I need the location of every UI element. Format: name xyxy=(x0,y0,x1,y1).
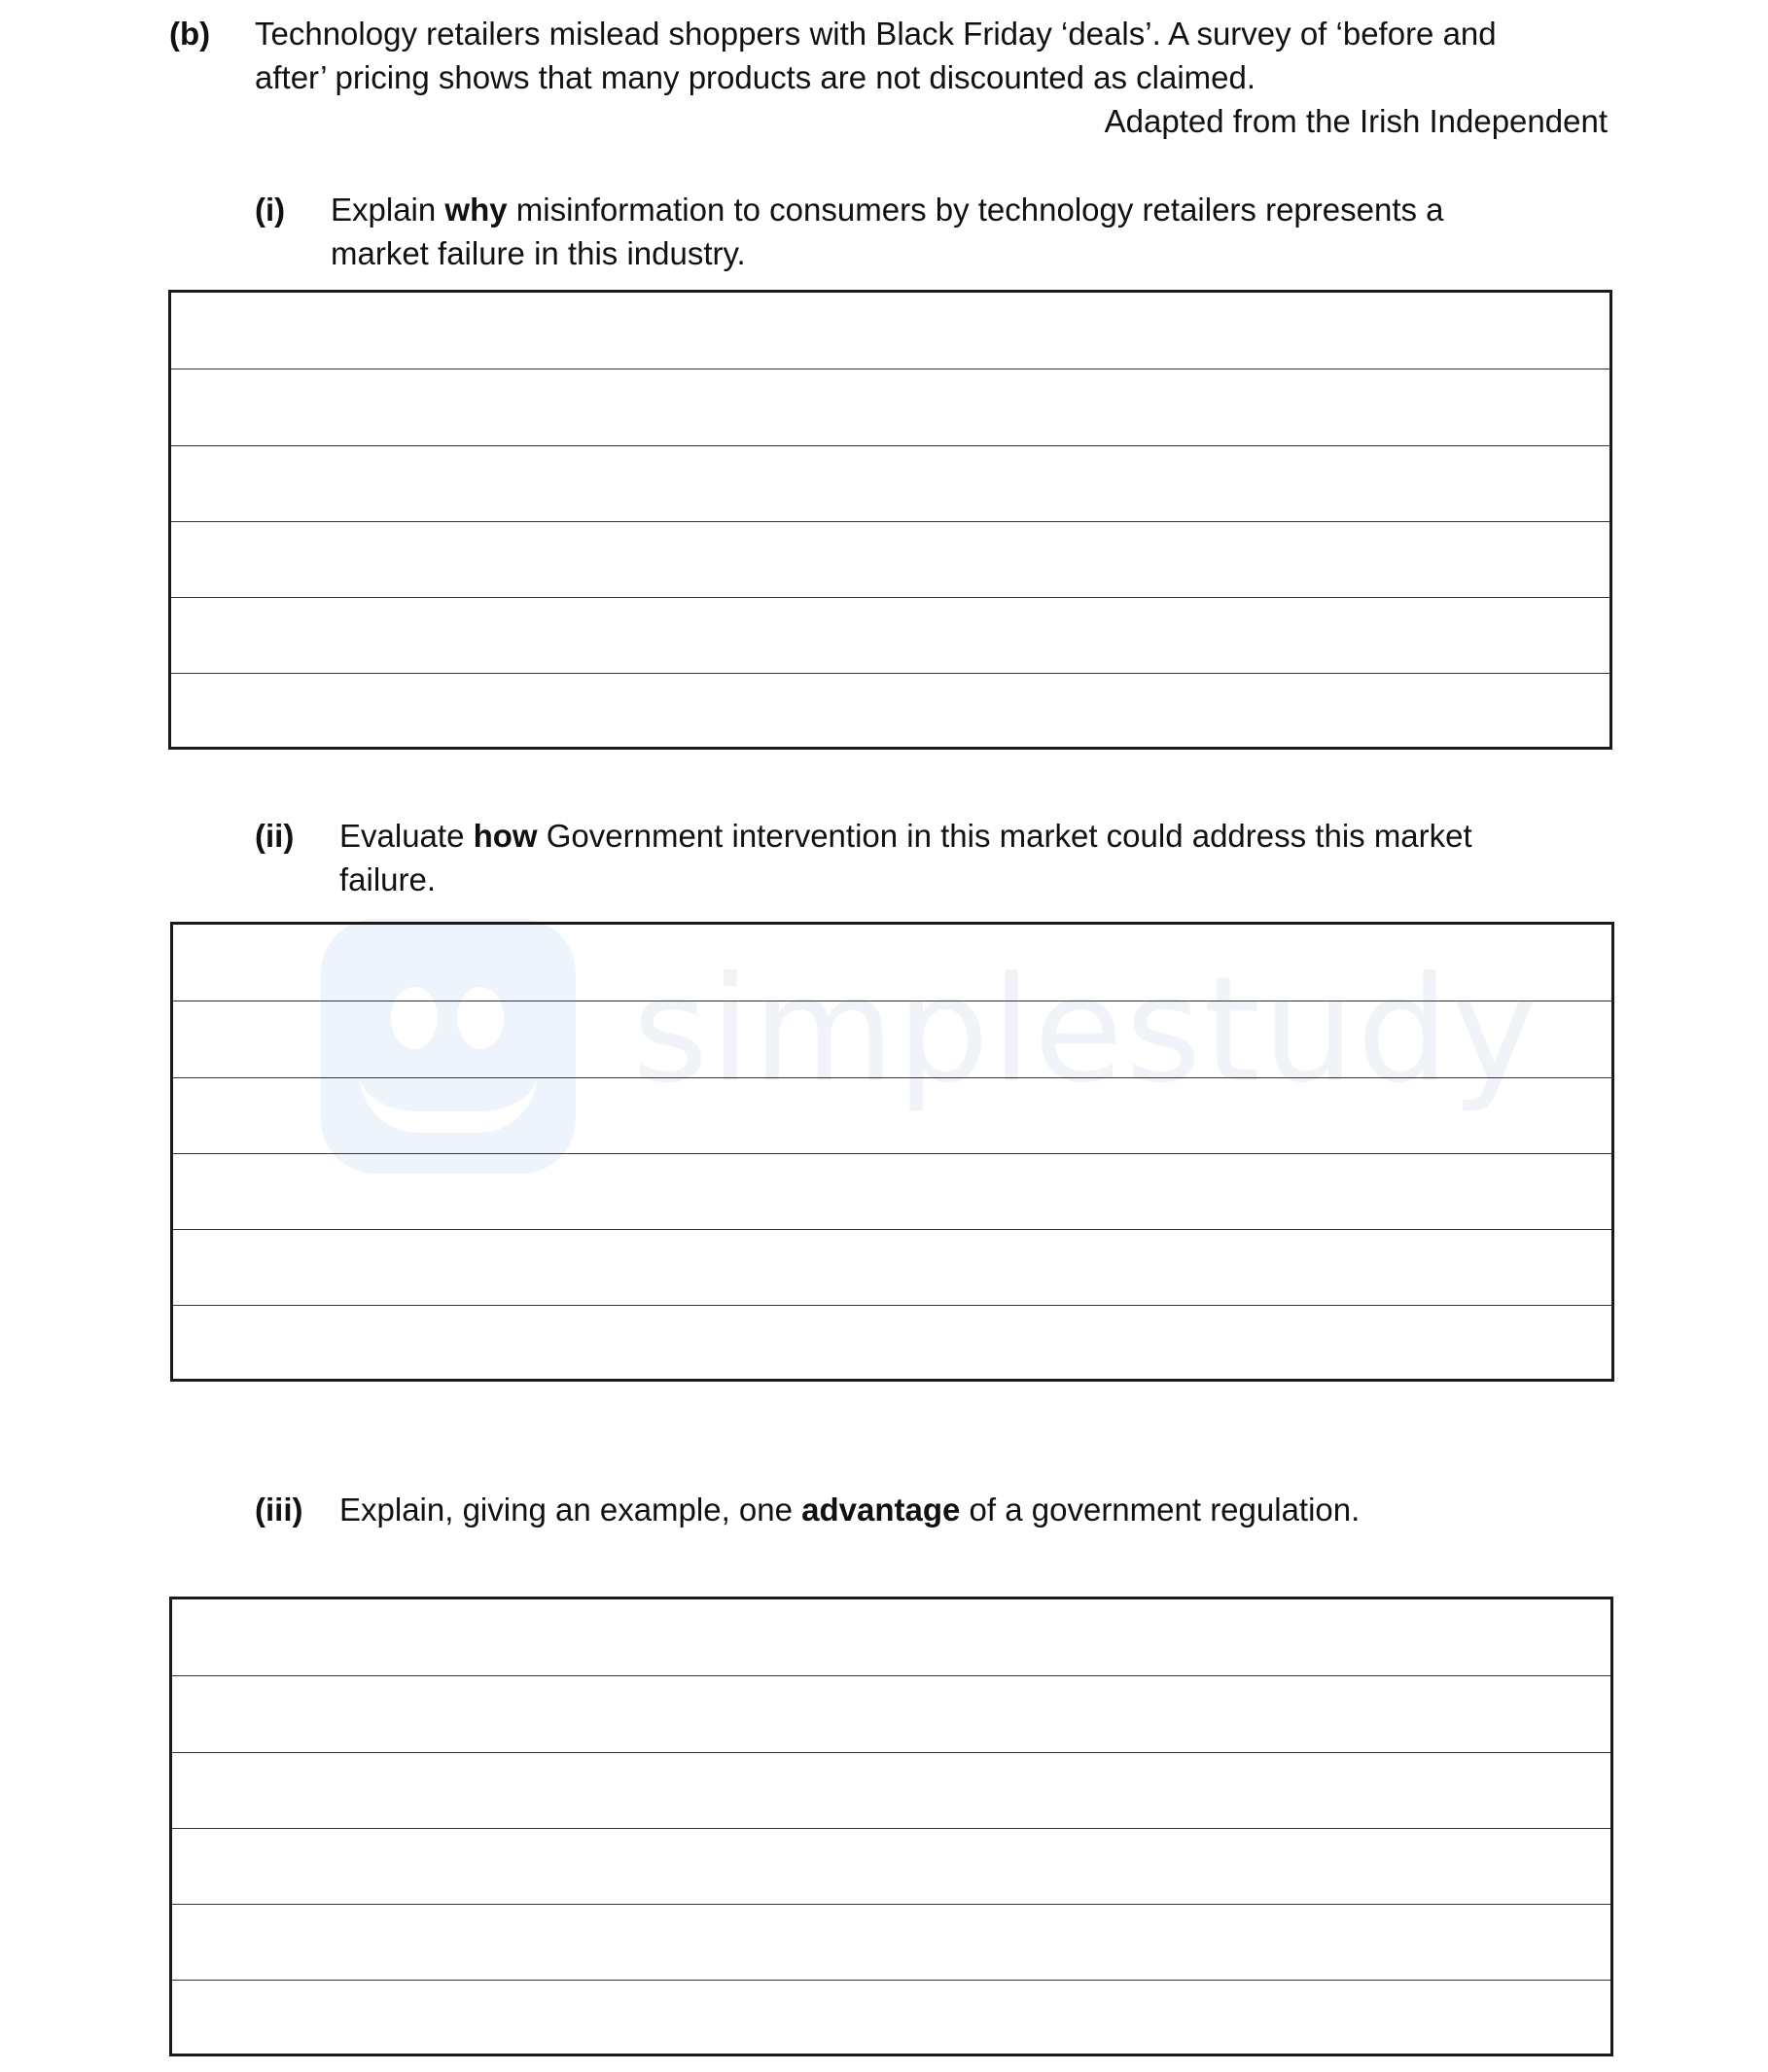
question-iii-label: (iii) xyxy=(255,1492,303,1528)
question-iii-text xyxy=(339,1488,1360,1532)
question-ii-post: Government intervention in this market could address this market xyxy=(537,818,1472,854)
answer-line xyxy=(171,521,1609,522)
question-iii-pre: Explain, giving an example, one xyxy=(339,1492,802,1528)
question-iii-post: of a government regulation. xyxy=(960,1492,1361,1528)
source-attribution: Adapted from the Irish Independent xyxy=(1104,103,1608,139)
question-i-pre: Explain xyxy=(331,192,445,228)
answer-line xyxy=(173,1305,1611,1306)
answer-box-i[interactable] xyxy=(168,290,1612,750)
question-ii-pre: Evaluate xyxy=(339,818,474,854)
answer-line xyxy=(173,1229,1611,1230)
question-i-label: (i) xyxy=(255,192,286,228)
answer-line xyxy=(172,1675,1610,1676)
watermark-text: simplestudy xyxy=(632,946,1540,1115)
intro-text-line-1: Technology retailers mislead shoppers with Black Friday ‘deals’. A survey of ‘before and xyxy=(255,16,1497,52)
answer-line xyxy=(173,1153,1611,1154)
answer-line xyxy=(172,1980,1610,1981)
intro-text-line-2: after’ pricing shows that many products are not discounted as claimed. xyxy=(255,59,1256,95)
question-i-keyword: why xyxy=(444,192,508,228)
answer-line xyxy=(173,1077,1611,1078)
answer-line xyxy=(172,1904,1610,1905)
question-i-text-line-1 xyxy=(331,188,1444,232)
part-b-label: (b) xyxy=(169,16,211,52)
question-ii-label: (ii) xyxy=(255,818,295,854)
answer-line xyxy=(171,673,1609,674)
question-ii-text-line-2: failure. xyxy=(339,861,437,897)
answer-line xyxy=(172,1752,1610,1753)
answer-line xyxy=(171,445,1609,446)
question-ii-keyword: how xyxy=(473,818,538,854)
question-i-text-line-2: market failure in this industry. xyxy=(331,235,746,271)
answer-box-iii[interactable] xyxy=(169,1597,1613,2056)
answer-line xyxy=(171,597,1609,598)
question-iii-keyword: advantage xyxy=(801,1492,961,1528)
question-i-post: misinformation to consumers by technology retailers represents a xyxy=(507,192,1444,228)
answer-box-ii[interactable] xyxy=(170,922,1614,1382)
answer-line xyxy=(172,1828,1610,1829)
question-ii-text-line-1 xyxy=(339,814,1472,859)
